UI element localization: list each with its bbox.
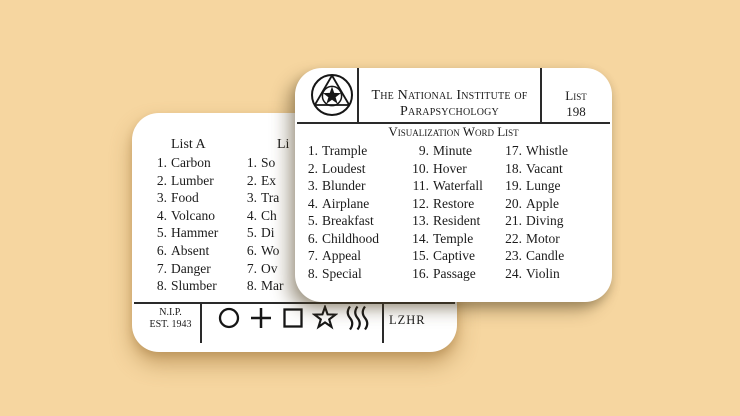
list-item: [235, 207, 284, 225]
item-number: 10.: [412, 160, 429, 176]
item-number: 4.: [156, 207, 167, 223]
list-item: [303, 195, 379, 213]
org-block: [140, 307, 201, 330]
item-number: 11.: [412, 178, 429, 193]
item-word: Food: [171, 190, 199, 206]
item-number: 2.: [307, 160, 318, 176]
item-number: 23.: [505, 248, 522, 263]
list-item: [407, 212, 483, 230]
item-number: 21.: [505, 213, 522, 228]
word-column-2: [407, 142, 483, 282]
list-item: [235, 189, 284, 207]
item-number: 1.: [246, 155, 257, 170]
item-word: Candle: [526, 248, 565, 263]
item-number: 5.: [307, 213, 318, 228]
list-label: List: [565, 88, 587, 103]
item-number: 6.: [246, 242, 257, 258]
list-item: [153, 172, 218, 190]
item-word: Ch: [261, 207, 277, 223]
item-word: Temple: [433, 230, 474, 246]
institute-title-line1: The National Institute of: [371, 88, 528, 103]
front-word-list-card: [295, 68, 612, 302]
org-established: EST. 1943: [149, 318, 192, 330]
list-item: [153, 154, 218, 172]
list-item: [303, 177, 379, 195]
list-item: [407, 195, 483, 213]
item-number: 19.: [505, 178, 522, 193]
item-word: Breakfast: [322, 213, 374, 228]
list-item: [303, 142, 379, 160]
item-number: 22.: [505, 230, 522, 246]
item-word: Mar: [261, 278, 284, 294]
list-b-title-partial: Li: [277, 137, 290, 152]
footer-divider-right: [382, 304, 384, 343]
list-item: [498, 177, 568, 195]
list-item: [498, 142, 568, 160]
item-word: Whistle: [526, 143, 568, 158]
item-word: Childhood: [322, 230, 380, 246]
square-icon: [280, 305, 306, 331]
list-a-column: [153, 154, 218, 295]
list-item: [153, 242, 218, 260]
item-word: Resident: [433, 213, 481, 228]
item-number: 5.: [156, 225, 167, 241]
list-item: [153, 189, 218, 207]
item-word: Minute: [433, 143, 472, 158]
item-word: Vacant: [526, 160, 563, 176]
item-number: 2.: [246, 172, 257, 188]
star-icon: [312, 305, 338, 331]
item-number: 7.: [246, 260, 257, 276]
card-code: LZHR: [389, 313, 426, 327]
item-number: 24.: [505, 265, 522, 281]
zener-symbols: [216, 305, 370, 331]
item-number: 6.: [156, 242, 167, 258]
item-word: Blunder: [322, 178, 366, 193]
list-item: [153, 207, 218, 225]
item-number: 12.: [412, 195, 429, 211]
item-number: 7.: [156, 260, 167, 276]
org-abbr: N.I.P.: [159, 307, 182, 318]
item-word: Motor: [526, 230, 560, 246]
item-word: Special: [322, 265, 362, 281]
institute-emblem-icon: [310, 73, 354, 117]
item-number: 7.: [307, 248, 318, 263]
item-number: 13.: [412, 213, 429, 228]
item-number: 3.: [307, 178, 318, 193]
item-number: 9.: [418, 143, 429, 158]
list-number: 198: [566, 104, 586, 119]
word-list-subtitle: Visualization Word List: [388, 124, 519, 139]
list-item: [498, 195, 568, 213]
item-number: 16.: [412, 265, 429, 281]
item-number: 4.: [246, 207, 257, 223]
item-number: 1.: [307, 143, 318, 158]
item-number: 14.: [412, 230, 429, 246]
item-word: Lunge: [526, 178, 561, 193]
item-number: 8.: [156, 278, 167, 294]
list-item: [407, 230, 483, 248]
item-word: Diving: [526, 213, 564, 228]
item-word: Captive: [433, 248, 475, 263]
item-word: Ov: [261, 260, 278, 276]
item-word: Tra: [261, 190, 280, 206]
footer-rule: [134, 302, 455, 304]
list-item: [498, 160, 568, 178]
list-item: [407, 265, 483, 283]
item-word: Appeal: [322, 248, 361, 263]
list-item: [235, 277, 284, 295]
list-item: [235, 242, 284, 260]
institute-title: [359, 88, 540, 120]
item-number: 2.: [156, 172, 167, 188]
list-item: [498, 265, 568, 283]
item-number: 5.: [246, 225, 257, 241]
item-word: Apple: [526, 195, 559, 211]
list-item: [498, 247, 568, 265]
list-a-title: List A: [171, 137, 206, 152]
list-b-column-partial: [235, 154, 284, 295]
item-word: Absent: [171, 242, 210, 258]
plus-icon: [248, 305, 274, 331]
item-word: So: [261, 155, 276, 170]
list-item: [235, 260, 284, 278]
list-item: [407, 177, 483, 195]
item-word: Restore: [433, 195, 475, 211]
word-column-3: [498, 142, 568, 282]
list-item: [303, 247, 379, 265]
item-number: 3.: [246, 190, 257, 206]
list-item: [153, 224, 218, 242]
item-word: Waterfall: [433, 178, 483, 193]
item-word: Violin: [526, 265, 560, 281]
list-item: [498, 230, 568, 248]
list-item: [303, 212, 379, 230]
institute-title-line2: Parapsychology: [400, 104, 499, 119]
waves-icon: [344, 305, 370, 331]
item-word: Di: [261, 225, 275, 241]
item-word: Ex: [261, 172, 276, 188]
item-word: Carbon: [171, 155, 211, 170]
item-word: Volcano: [171, 207, 215, 223]
list-item: [303, 230, 379, 248]
item-number: 17.: [505, 143, 522, 158]
item-word: Lumber: [171, 172, 214, 188]
item-number: 20.: [505, 195, 522, 211]
item-word: Trample: [322, 143, 368, 158]
item-word: Wo: [261, 242, 280, 258]
list-item: [235, 172, 284, 190]
list-item: [235, 154, 284, 172]
circle-icon: [216, 305, 242, 331]
list-item: [153, 277, 218, 295]
list-item: [303, 160, 379, 178]
item-number: 8.: [246, 278, 257, 294]
item-number: 18.: [505, 160, 522, 176]
list-item: [153, 260, 218, 278]
footer-divider-left: [200, 304, 202, 343]
list-item: [407, 142, 483, 160]
list-item: [235, 224, 284, 242]
item-number: 3.: [156, 190, 167, 206]
item-word: Airplane: [322, 195, 370, 211]
item-word: Passage: [433, 265, 476, 281]
item-number: 1.: [156, 155, 167, 170]
item-number: 15.: [412, 248, 429, 263]
list-item: [407, 160, 483, 178]
item-word: Hammer: [171, 225, 219, 241]
item-word: Slumber: [171, 278, 217, 294]
item-number: 8.: [307, 265, 318, 281]
item-word: Loudest: [322, 160, 366, 176]
item-word: Danger: [171, 260, 211, 276]
item-number: 4.: [307, 195, 318, 211]
word-column-1: [303, 142, 379, 282]
list-item: [498, 212, 568, 230]
list-item: [303, 265, 379, 283]
list-number-block: [542, 88, 610, 120]
item-number: 6.: [307, 230, 318, 246]
list-item: [407, 247, 483, 265]
item-word: Hover: [433, 160, 467, 176]
